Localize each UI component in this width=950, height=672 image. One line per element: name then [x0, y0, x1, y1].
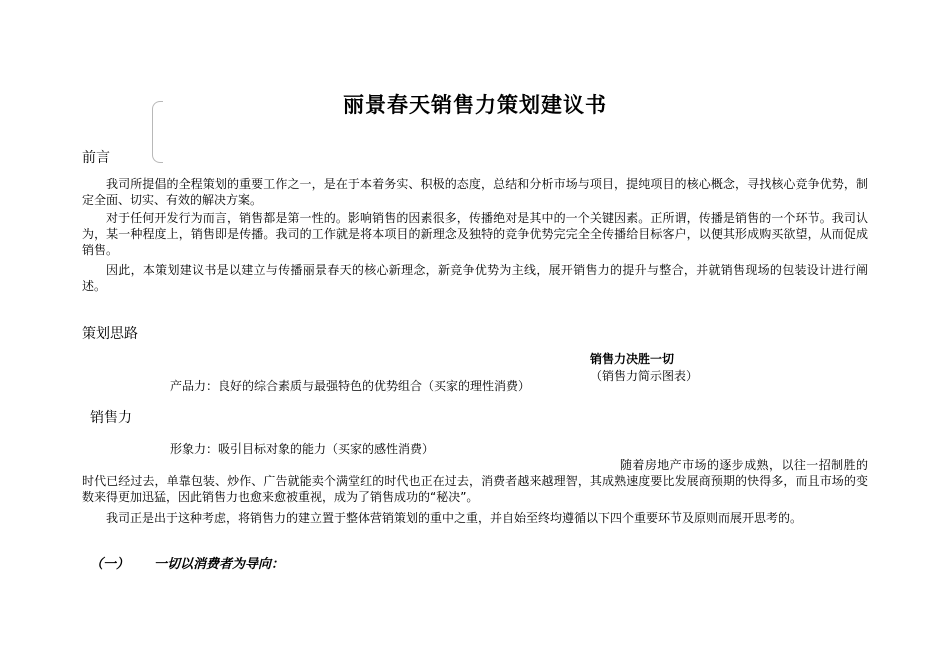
sales-power-label: 销售力 — [90, 410, 132, 426]
product-power-text: 产品力：良好的综合素质与最强特色的优势组合（买家的理性消费） — [170, 379, 531, 393]
body-paragraph-1: 随着房地产市场的逐步成熟，以往一招制胜的时代已经过去，单靠包装、炒作、广告就能卖个满堂红的时代也正在过去，消费者越来越理智，其成熟速度要比发展商预期的快得多，而且市场的变数来得更加迅猛，因此销售力也愈来愈被重视，成为了销售成功的“秘决”。 — [82, 458, 868, 504]
image-power-text: 形象力：吸引目标对象的能力（买家的感性消费） — [170, 442, 435, 456]
preface-paragraph-2: 对于任何开发行为而言，销售都是第一性的。影响销售的因素很多，传播绝对是其中的一个关键因素。正所谓，传播是销售的一个环节。我司认为，某一种程度上，销售即是传播。我司的工作就是将本项目的新理念及独特的竞争优势完完全全传播给目标客户，以便其形成购买欲望，从而促成销售。 — [82, 211, 868, 257]
preface-paragraph-1: 我司所提倡的全程策划的重要工作之一，是在于本着务实、积极的态度，总结和分析市场与项目，提纯项目的核心概念，寻找核心竞争优势，制定全面、切实、有效的解决方案。 — [82, 177, 868, 207]
section-heading-1 — [90, 553, 284, 572]
body-paragraph-2: 我司正是出于这种考虑，将销售力的建立置于整体营销策划的重中之重，并自始至终均遵循以下四个重要环节及原则而展开思考的。 — [106, 511, 803, 525]
strategy-heading: 策划思路 — [82, 326, 138, 342]
document-title: 丽景春天销售力策划建议书 — [343, 93, 607, 117]
preface-paragraph-3: 因此，本策划建议书是以建立与传播丽景春天的核心新理念，新竞争优势为主线，展开销售力的提升与整合，并就销售现场的包装设计进行阐述。 — [82, 263, 868, 293]
section-title: 一切以消费者为导向： — [154, 557, 285, 572]
diagram-title: 销售力决胜一切 — [590, 352, 675, 366]
preface-heading: 前言 — [82, 150, 110, 166]
section-number: （一） — [90, 557, 130, 572]
diagram-subtitle: （销售力简示图表） — [590, 369, 699, 383]
